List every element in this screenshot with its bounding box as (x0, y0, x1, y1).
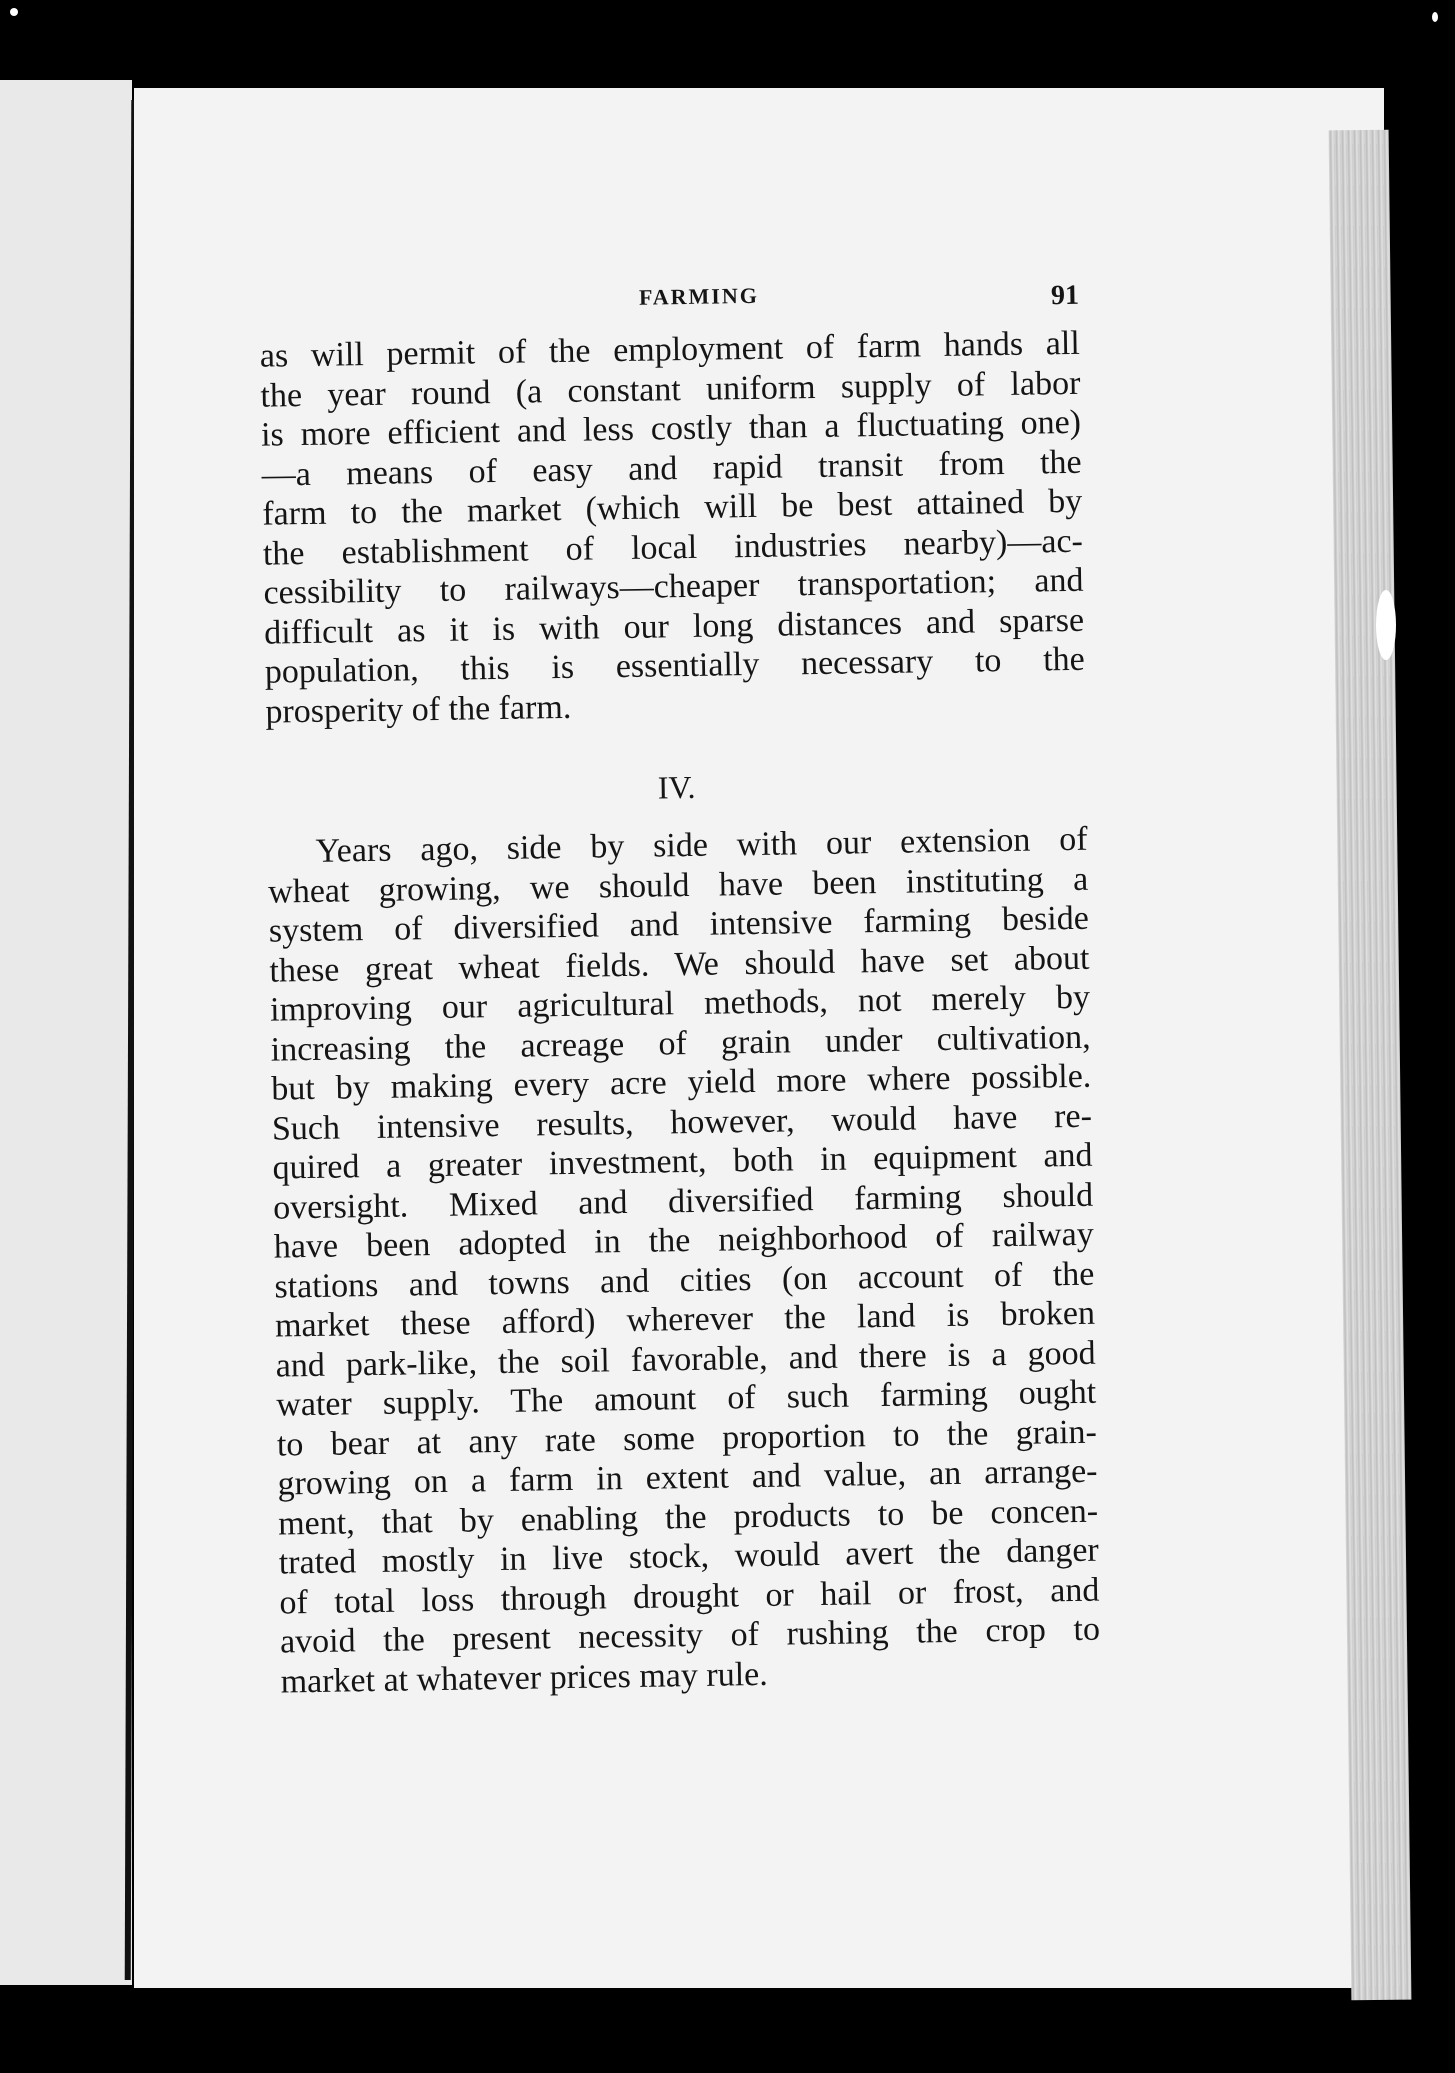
text-line: the year round (a constant uniform supply of labor (260, 364, 1081, 415)
scan-speck (10, 8, 18, 16)
text-line: and park-like, the soil favorable, and there is a good (275, 1334, 1096, 1385)
text-line: prosperity of the farm. (265, 688, 572, 731)
text-line: Such intensive results, however, would have re- (271, 1097, 1093, 1148)
text-line: of total loss through drought or hail or frost, and (279, 1571, 1100, 1622)
text-line: improving our agricultural methods, not merely by (269, 978, 1091, 1029)
text-line: growing on a farm in extent and value, an arrange- (277, 1452, 1098, 1503)
scan-speck (1432, 12, 1438, 22)
text-line: oversight. Mixed and diversified farming should (272, 1176, 1094, 1227)
text-line: these great wheat fields. We should have set about (269, 939, 1090, 990)
text-line: stations and towns and cities (on account of the (274, 1255, 1095, 1306)
text-line: difficult as it is with our long distances and sparse (263, 601, 1085, 652)
left-page-edge (0, 80, 132, 1985)
text-line: quired a greater investment, both in equipment and (272, 1136, 1093, 1187)
page-number: 91 (1050, 279, 1080, 312)
paragraph-continued (260, 323, 1106, 731)
text-line: ment, that by enabling the products to be concen- (277, 1492, 1099, 1543)
text-line: avoid the present necessity of rushing the crop to (279, 1610, 1101, 1661)
text-line: market these afford) wherever the land is broken (274, 1294, 1096, 1345)
text-line: increasing the acreage of grain under cultivation, (270, 1018, 1091, 1069)
text-line: wheat growing, we should have been instituting a (267, 860, 1089, 911)
text-line: Years ago, side by side with our extension of (315, 820, 1088, 870)
text-line: is more efficient and less costly than a fluctuating one) (260, 403, 1082, 454)
text-line: but by making every acre yield more where possible. (271, 1057, 1092, 1108)
scan-speck (1376, 590, 1396, 660)
text-line: —a means of easy and rapid transit from the (261, 443, 1082, 494)
page-content (259, 263, 1122, 1736)
running-title: FARMING (638, 282, 760, 310)
text-line: system of diversified and intensive farming beside (268, 899, 1090, 950)
paragraph-section-iv (267, 819, 1121, 1701)
text-line: water supply. The amount of such farming ought (276, 1373, 1097, 1424)
text-line: market at whatever prices may rule. (280, 1655, 768, 1701)
section-heading: IV. (657, 768, 696, 806)
text-line: have been adopted in the neighborhood of railway (273, 1215, 1095, 1266)
text-line: as will permit of the employment of farm hands all (259, 324, 1081, 375)
text-line: trated mostly in live stock, would avert the danger (278, 1531, 1099, 1582)
text-line: the establishment of local industries nearby)—ac- (262, 522, 1084, 573)
text-line: cessibility to railways—cheaper transportation; and (263, 561, 1084, 612)
text-line: population, this is essentially necessary to the (264, 640, 1085, 691)
text-line: to bear at any rate some proportion to the grain- (276, 1413, 1098, 1464)
text-line: farm to the market (which will be best attained by (262, 482, 1083, 533)
